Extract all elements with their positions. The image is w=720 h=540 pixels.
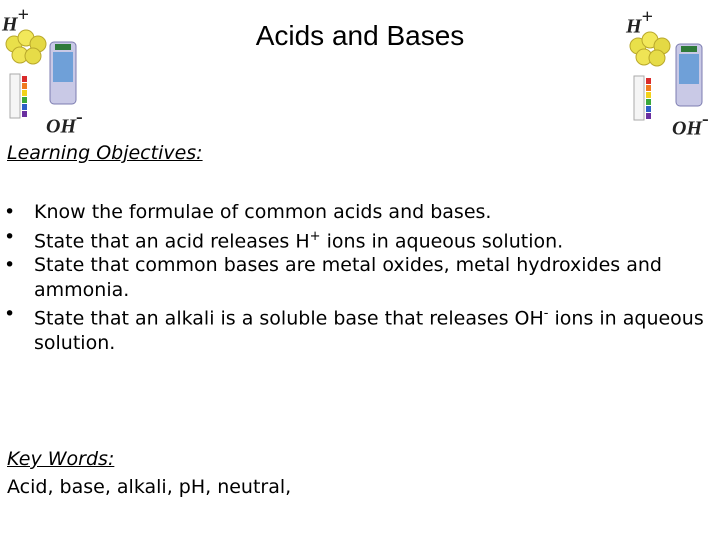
acid-base-graphic-left: [0, 0, 90, 138]
hydrogen-ion-label: H+: [2, 4, 29, 36]
list-item: • State that an acid releases H+ ions in aqueous solution.: [4, 225, 709, 254]
hydrogen-ion-label: H+: [626, 6, 653, 38]
list-item: • State that an alkali is a soluble base that releases OH- ions in aqueous solution.: [4, 302, 709, 355]
list-item: • State that common bases are metal oxides, metal hydroxides and ammonia.: [4, 253, 709, 302]
key-words-heading: Key Words:: [7, 448, 115, 470]
acid-base-graphic-right: [624, 4, 714, 140]
learning-objectives-heading: Learning Objectives:: [7, 142, 203, 164]
learning-objectives-list: [4, 200, 709, 356]
list-item: • Know the formulae of common acids and bases.: [4, 200, 709, 225]
slide-title: Acids and Bases: [255, 20, 465, 51]
hydroxide-ion-label: OH-: [46, 106, 83, 138]
hydroxide-ion-label: OH-: [672, 108, 709, 140]
key-words-text: Acid, base, alkali, pH, neutral,: [7, 476, 292, 498]
